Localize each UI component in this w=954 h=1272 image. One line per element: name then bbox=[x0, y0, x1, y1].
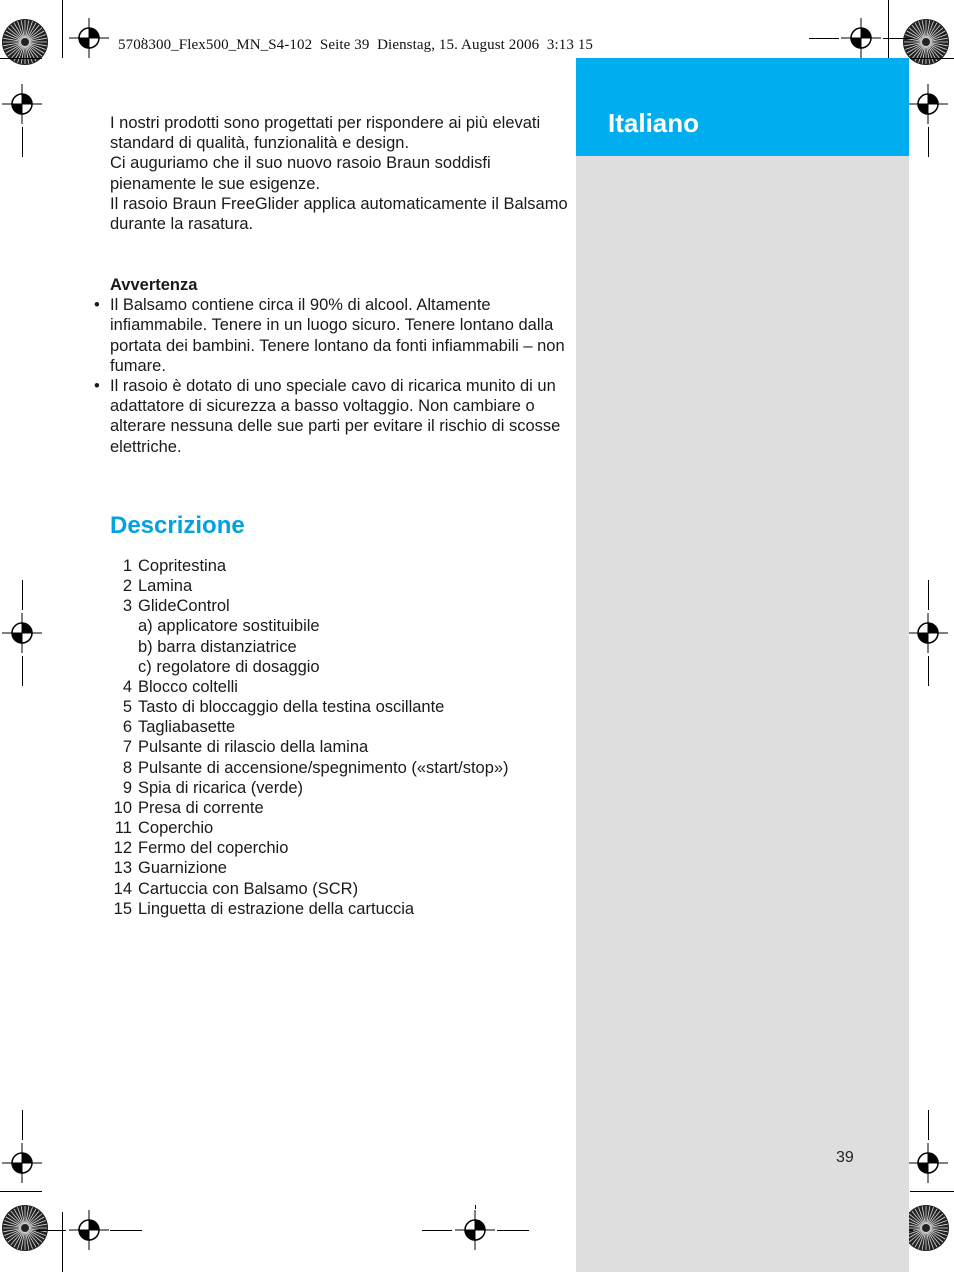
registration-mark-icon bbox=[69, 18, 109, 58]
description-item bbox=[110, 717, 580, 737]
item-label: Pulsante di rilascio della lamina bbox=[138, 738, 369, 757]
item-label: Presa di corrente bbox=[138, 798, 264, 817]
description-item bbox=[110, 778, 580, 798]
description-item bbox=[110, 596, 580, 616]
crop-mark bbox=[62, 0, 63, 58]
registration-mark-icon bbox=[908, 1143, 948, 1183]
registration-mark-icon bbox=[2, 613, 42, 653]
bullet-icon: • bbox=[94, 377, 100, 396]
crop-mark bbox=[22, 656, 23, 686]
crop-mark bbox=[910, 58, 954, 59]
registration-mark-icon bbox=[2, 84, 42, 124]
crop-mark bbox=[928, 1110, 929, 1140]
description-item bbox=[110, 899, 580, 919]
description-item bbox=[110, 737, 580, 757]
crop-mark bbox=[0, 58, 42, 59]
item-label: Coperchio bbox=[138, 819, 214, 838]
item-number: 5 bbox=[122, 698, 132, 717]
crop-mark bbox=[110, 1230, 142, 1231]
item-number: 10 bbox=[113, 798, 132, 817]
item-number: 6 bbox=[122, 718, 132, 737]
crop-mark bbox=[910, 1191, 954, 1192]
registration-mark-icon bbox=[908, 613, 948, 653]
item-label: Cartuccia con Balsamo (SCR) bbox=[138, 879, 359, 898]
warning-item-text: Il Balsamo contiene circa il 90% di alcool. Altamente infiammabile. Tenere in un luogo sicuro. Tenere lontano dalla portata dei bambini. Tenere lontano da fonti infiammabili – non fumare. bbox=[110, 296, 565, 375]
print-header: 5708300_Flex500_MN_S4-102 Seite 39 Dienstag, 15. August 2006 3:13 15 bbox=[118, 37, 594, 53]
description-item bbox=[110, 798, 580, 818]
crop-mark bbox=[0, 1191, 42, 1192]
crop-mark bbox=[928, 580, 929, 610]
item-label: Copritestina bbox=[138, 557, 227, 575]
crop-mark bbox=[22, 1110, 23, 1140]
language-title: Italiano bbox=[608, 108, 700, 138]
item-number: 1 bbox=[122, 557, 132, 575]
registration-mark-icon bbox=[908, 84, 948, 124]
sub-item: c) regolatore di dosaggio bbox=[138, 657, 320, 676]
item-label: Pulsante di accensione/spegnimento («start/stop») bbox=[138, 758, 509, 777]
item-label: GlideControl bbox=[138, 597, 230, 616]
description-item bbox=[110, 556, 580, 576]
item-number: 8 bbox=[122, 758, 132, 777]
item-label: Fermo del coperchio bbox=[138, 839, 289, 858]
warning-title: Avvertenza bbox=[110, 276, 198, 294]
item-label: Guarnizione bbox=[138, 859, 227, 878]
crop-mark bbox=[888, 0, 889, 58]
item-number: 11 bbox=[114, 819, 132, 838]
description-item bbox=[110, 879, 580, 899]
language-banner bbox=[576, 58, 909, 156]
description-item bbox=[110, 818, 580, 838]
color-wheel-icon bbox=[902, 1204, 950, 1252]
item-label: Tagliabasette bbox=[138, 718, 236, 737]
description-item bbox=[110, 838, 580, 858]
crop-mark bbox=[22, 580, 23, 610]
item-label: Lamina bbox=[138, 577, 193, 596]
item-number: 7 bbox=[122, 738, 132, 757]
item-number: 12 bbox=[113, 839, 132, 858]
crop-mark bbox=[475, 1205, 476, 1209]
crop-mark bbox=[22, 127, 23, 157]
sub-item: a) applicatore sostituibile bbox=[138, 617, 320, 636]
page-number: 39 bbox=[836, 1149, 854, 1166]
item-label: Tasto di bloccaggio della testina oscillante bbox=[138, 698, 445, 717]
warning-item bbox=[94, 376, 570, 457]
item-number: 9 bbox=[122, 778, 132, 797]
crop-mark bbox=[883, 38, 913, 39]
registration-mark-icon bbox=[2, 1143, 42, 1183]
sub-item: b) barra distanziatrice bbox=[138, 637, 297, 656]
crop-mark bbox=[928, 656, 929, 686]
crop-mark bbox=[62, 1212, 63, 1272]
description-item bbox=[110, 697, 580, 717]
warning-item-text: Il rasoio è dotato di uno speciale cavo di ricarica munito di un adattatore di sicurezza a basso voltaggio. Non cambiare o alterare nessuna delle sue parti per evitare il rischio di scosse elettriche. bbox=[110, 377, 561, 456]
registration-mark-icon bbox=[455, 1210, 495, 1250]
intro-paragraph: I nostri prodotti sono progettati per rispondere ai più elevati standard di qualità, funzionalità e design. bbox=[110, 114, 541, 153]
item-label: Spia di ricarica (verde) bbox=[138, 778, 304, 797]
item-number: 13 bbox=[113, 859, 132, 878]
description-item bbox=[110, 677, 580, 697]
item-number: 3 bbox=[122, 597, 132, 616]
intro-paragraph: Il rasoio Braun FreeGlider applica automaticamente il Balsamo durante la rasatura. bbox=[110, 194, 568, 234]
item-number: 2 bbox=[122, 577, 132, 596]
intro-paragraph: Ci auguriamo che il suo nuovo rasoio Braun soddisfi pienamente le sue esigenze. bbox=[110, 154, 491, 193]
description-item bbox=[110, 576, 580, 596]
bullet-icon: • bbox=[94, 296, 100, 315]
item-number: 4 bbox=[122, 677, 132, 696]
warning-item bbox=[94, 295, 570, 376]
item-number: 14 bbox=[113, 879, 132, 898]
warning-section bbox=[94, 275, 570, 457]
crop-mark bbox=[809, 38, 839, 39]
item-label: Linguetta di estrazione della cartuccia bbox=[138, 899, 415, 918]
registration-mark-icon bbox=[69, 1210, 109, 1250]
registration-mark-icon bbox=[841, 18, 881, 58]
description-list bbox=[110, 556, 580, 919]
intro-text bbox=[110, 113, 570, 234]
warning-list bbox=[94, 295, 570, 457]
item-label: Blocco coltelli bbox=[138, 677, 238, 696]
color-wheel-icon bbox=[1, 1204, 49, 1252]
description-item bbox=[110, 758, 580, 778]
crop-mark bbox=[36, 1230, 66, 1231]
description-title: Descrizione bbox=[110, 512, 245, 539]
description-item bbox=[110, 858, 580, 878]
crop-mark bbox=[422, 1230, 452, 1231]
crop-mark bbox=[928, 127, 929, 157]
side-panel bbox=[576, 58, 909, 1272]
item-number: 15 bbox=[113, 899, 132, 918]
crop-mark bbox=[497, 1230, 529, 1231]
